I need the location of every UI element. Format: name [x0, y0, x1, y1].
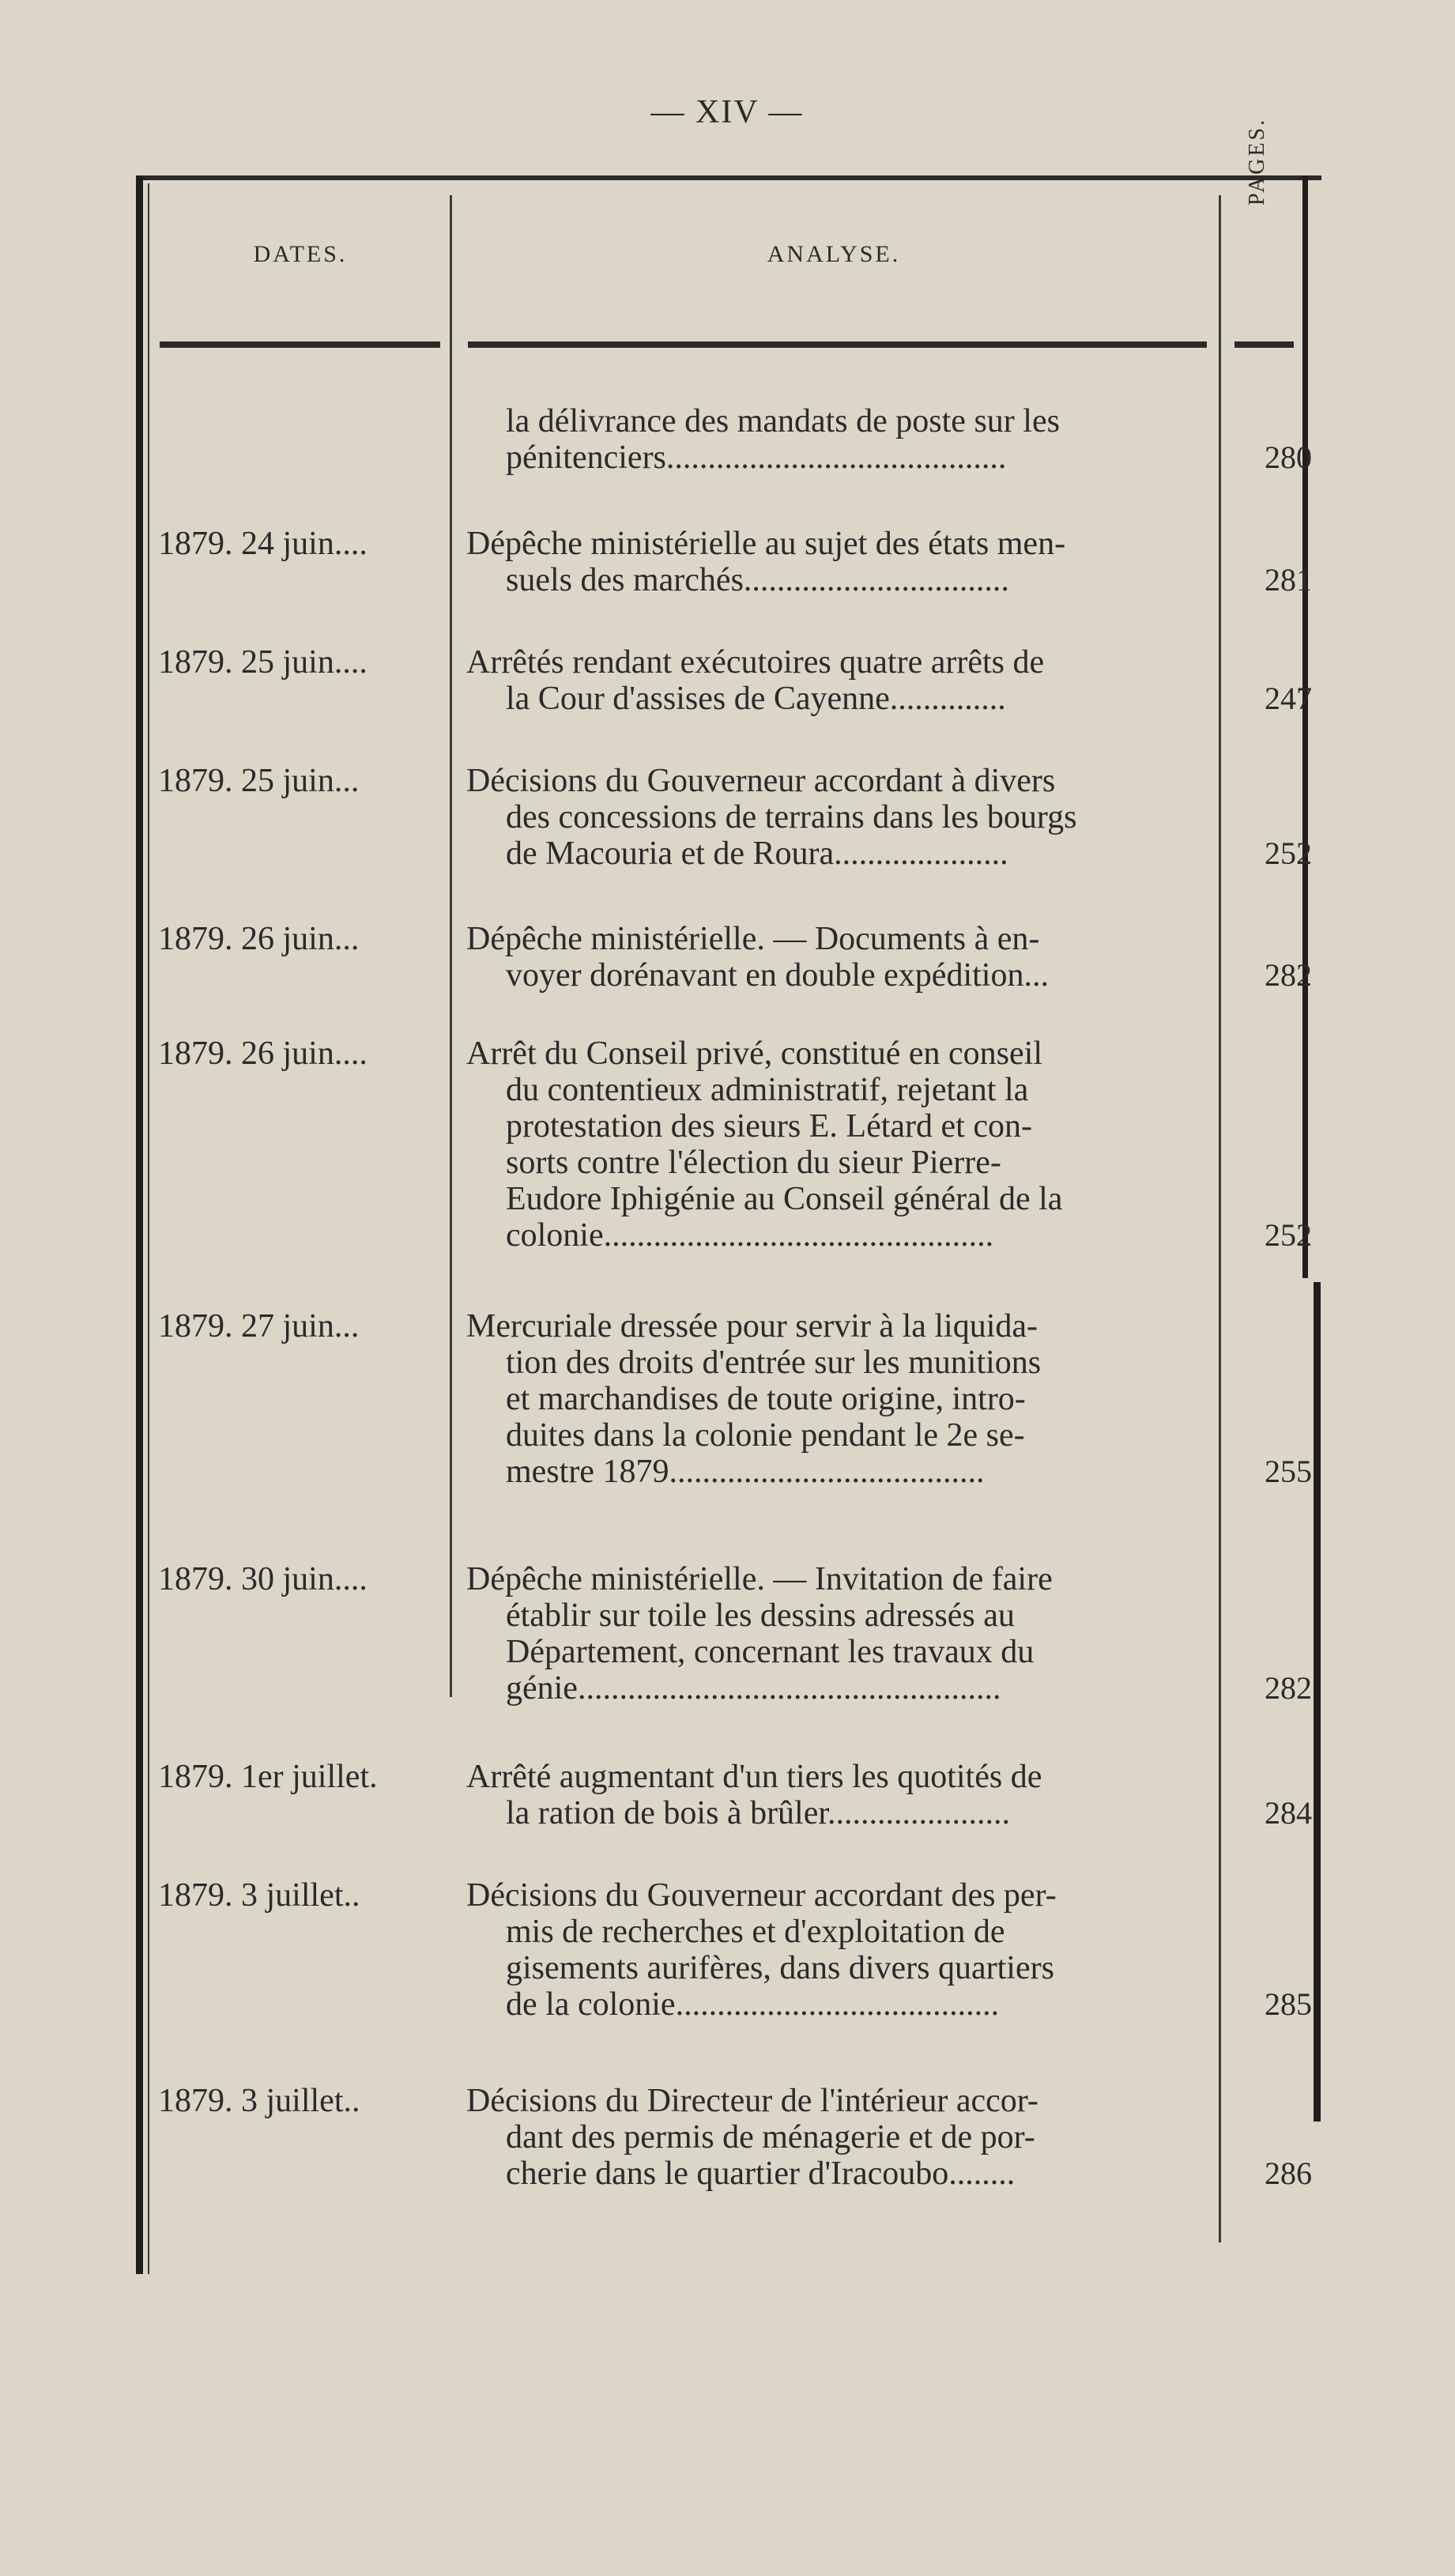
analyse-header-underline	[468, 341, 1207, 348]
entry-date: 1879. 24 juin....	[158, 526, 368, 562]
analysis-line: Décisions du Gouverneur accordant des per-	[466, 1877, 1057, 1914]
entry-page-number: 282	[1265, 1670, 1312, 1706]
entry-page-number: 252	[1265, 835, 1312, 871]
analysis-line: suels des marchés................................	[506, 562, 1009, 598]
entry-date: 1879. 1er juillet.	[158, 1759, 378, 1795]
analysis-line: colonie...............................................	[506, 1217, 994, 1254]
entry-date: 1879. 26 juin...	[158, 921, 360, 957]
left-inner-rule	[148, 183, 149, 2274]
analysis-line: Dépêche ministérielle au sujet des états men-	[466, 526, 1066, 562]
entry-page-number: 280	[1265, 439, 1312, 475]
analysis-line: mis de recherches et d'exploitation de	[506, 1914, 1005, 1950]
analysis-line: Décisions du Directeur de l'intérieur accor-	[466, 2083, 1038, 2119]
analysis-line: la délivrance des mandats de poste sur les	[506, 403, 1060, 439]
column-header-pages: PAGES.	[1245, 117, 1269, 206]
analysis-line: la Cour d'assises de Cayenne..............	[506, 681, 1006, 717]
dates-header-underline	[160, 341, 440, 348]
analysis-line: mestre 1879......................................	[506, 1454, 985, 1490]
analysis-line: Département, concernant les travaux du	[506, 1634, 1035, 1670]
entry-analysis	[466, 1308, 1217, 1490]
entry-analysis	[466, 1561, 1217, 1707]
entry-page-number: 285	[1265, 1986, 1312, 2022]
column-header-analyse: ANALYSE.	[767, 241, 901, 267]
analysis-line: duites dans la colonie pendant le 2e se-	[506, 1417, 1025, 1454]
entry-page-number: 286	[1265, 2155, 1312, 2191]
analysis-line: et marchandises de toute origine, intro-	[506, 1381, 1026, 1417]
analysis-line: protestation des sieurs E. Létard et con-	[506, 1108, 1032, 1145]
analysis-line: la ration de bois à brûler......................	[506, 1795, 1011, 1831]
analysis-line: de Macouria et de Roura.....................	[506, 835, 1008, 872]
entry-page-number: 284	[1265, 1795, 1312, 1831]
entry-page-number: 281	[1265, 562, 1312, 598]
entry-analysis	[466, 2083, 1217, 2192]
analysis-line: pénitenciers.........................................	[506, 439, 1007, 476]
analysis-line: Dépêche ministérielle. — Invitation de faire	[466, 1561, 1053, 1597]
analysis-line: Arrêtés rendant exécutoires quatre arrêts de	[466, 644, 1045, 681]
pages-header-underline	[1234, 341, 1294, 348]
right-rule-lower	[1314, 1282, 1321, 2122]
pages-column-separator	[1219, 195, 1221, 2242]
entry-date: 1879. 3 juillet..	[158, 1877, 360, 1914]
analysis-line: des concessions de terrains dans les bourgs	[506, 799, 1077, 835]
entry-analysis	[466, 403, 1217, 476]
page-number: — XIV —	[650, 94, 804, 130]
analysis-line: établir sur toile les dessins adressés au	[506, 1597, 1015, 1634]
entry-page-number: 252	[1265, 1217, 1312, 1253]
entry-date: 1879. 25 juin....	[158, 644, 368, 681]
entry-date: 1879. 3 juillet..	[158, 2083, 360, 2119]
analysis-line: de la colonie.......................................	[506, 1986, 1000, 2023]
analysis-line: Décisions du Gouverneur accordant à divers	[466, 763, 1056, 799]
right-rule	[1302, 175, 1308, 1278]
entry-analysis	[466, 526, 1217, 598]
analysis-line: dant des permis de ménagerie et de por-	[506, 2119, 1035, 2155]
entry-analysis	[466, 763, 1217, 872]
analysis-line: Dépêche ministérielle. — Documents à en-	[466, 921, 1040, 957]
analysis-line: gisements aurifères, dans divers quartiers	[506, 1950, 1054, 1986]
analysis-line: voyer dorénavant en double expédition...	[506, 957, 1049, 994]
entry-analysis	[466, 1035, 1217, 1254]
top-rule	[136, 175, 1321, 180]
analysis-line: Arrêt du Conseil privé, constitué en conseil	[466, 1035, 1042, 1072]
entry-date: 1879. 30 juin....	[158, 1561, 368, 1597]
entry-page-number: 247	[1265, 681, 1312, 716]
column-header-dates: DATES.	[253, 241, 348, 267]
analysis-line: du contentieux administratif, rejetant la	[506, 1072, 1029, 1108]
analysis-line: génie...................................................	[506, 1670, 1001, 1707]
entry-page-number: 255	[1265, 1454, 1312, 1489]
analysis-line: Eudore Iphigénie au Conseil général de la	[506, 1181, 1063, 1217]
entry-date: 1879. 27 juin...	[158, 1308, 360, 1345]
entry-page-number: 282	[1265, 957, 1312, 993]
entry-date: 1879. 26 juin....	[158, 1035, 368, 1072]
analysis-line: cherie dans le quartier d'Iracoubo........	[506, 2155, 1016, 2192]
entry-analysis	[466, 1877, 1217, 2023]
entry-date: 1879. 25 juin...	[158, 763, 360, 799]
analysis-line: Mercuriale dressée pour servir à la liquida-	[466, 1308, 1038, 1345]
entry-analysis	[466, 921, 1217, 994]
entry-analysis	[466, 1759, 1217, 1831]
analysis-line: Arrêté augmentant d'un tiers les quotités de	[466, 1759, 1042, 1795]
entry-analysis	[466, 644, 1217, 717]
left-rule	[136, 175, 143, 2274]
analysis-line: sorts contre l'élection du sieur Pierre-	[506, 1145, 1001, 1181]
analysis-line: tion des droits d'entrée sur les munitions	[506, 1345, 1042, 1381]
